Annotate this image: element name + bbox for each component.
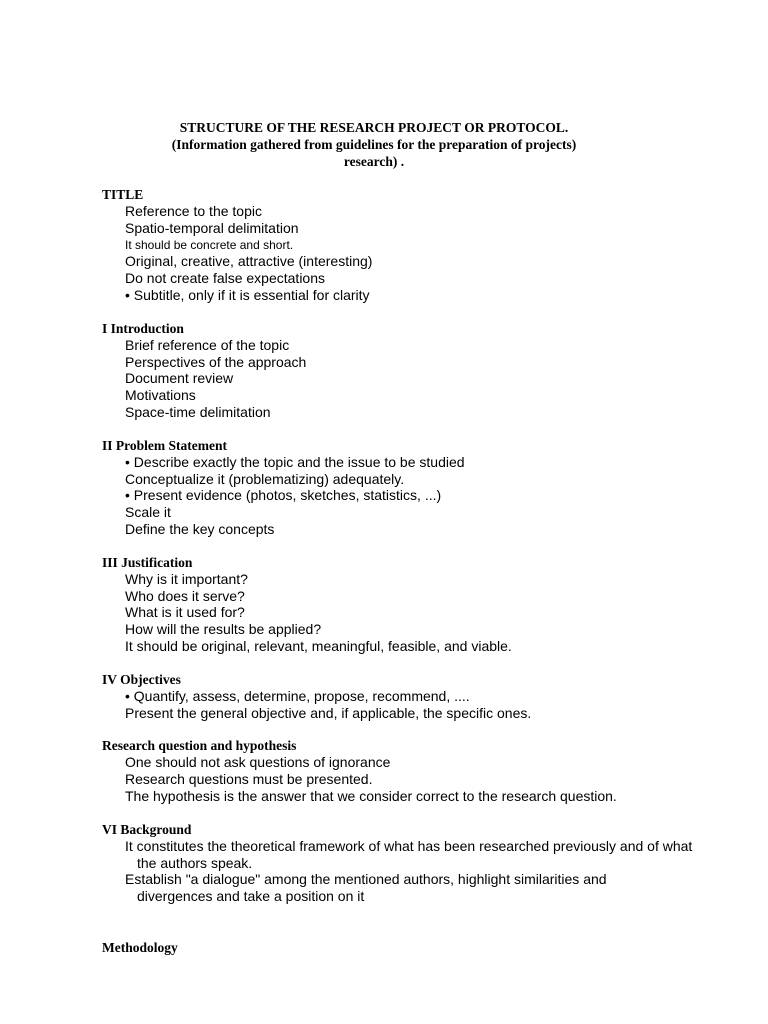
list-item: Perspectives of the approach bbox=[125, 353, 307, 370]
list-item: Space-time delimitation bbox=[125, 403, 271, 420]
list-item: How will the results be applied? bbox=[125, 621, 322, 638]
list-item: Who does it serve? bbox=[125, 587, 245, 604]
section-title bbox=[102, 186, 752, 304]
section-background bbox=[102, 821, 752, 905]
section-justification bbox=[102, 554, 752, 655]
document-title-block bbox=[0, 119, 748, 170]
list-item: Present the general objective and, if applicable, the specific ones. bbox=[125, 704, 532, 721]
list-item: Brief reference of the topic bbox=[125, 336, 290, 353]
list-item: • Describe exactly the topic and the issue to be studied bbox=[125, 453, 465, 470]
list-item: Do not create false expectations bbox=[125, 270, 326, 287]
list-item: Conceptualize it (problematizing) adequately. bbox=[125, 470, 405, 487]
list-item: It should be concrete and short. bbox=[125, 237, 294, 252]
document-subtitle-line1: (Information gathered from guidelines for the preparation of projects) bbox=[171, 137, 577, 152]
list-item bbox=[102, 871, 752, 905]
section-objectives bbox=[102, 671, 752, 722]
list-item: • Subtitle, only if it is essential for clarity bbox=[125, 286, 370, 303]
section-heading: IV Objectives bbox=[102, 671, 181, 687]
list-item: The hypothesis is the answer that we consider correct to the research question. bbox=[125, 787, 617, 804]
section-heading: TITLE bbox=[102, 187, 144, 202]
list-item bbox=[102, 838, 752, 872]
section-problem-statement bbox=[102, 437, 752, 538]
section-methodology bbox=[102, 939, 752, 956]
list-item-text: It constitutes the theoretical framework of what has been researched previously and of what bbox=[125, 837, 693, 854]
section-research-question bbox=[102, 737, 752, 804]
list-item: Research questions must be presented. bbox=[125, 771, 373, 788]
list-item: • Present evidence (photos, sketches, statistics, ...) bbox=[125, 487, 442, 504]
list-item-text: Establish "a dialogue" among the mentioned authors, highlight similarities and bbox=[125, 871, 607, 888]
section-heading: Methodology bbox=[102, 939, 178, 955]
list-item: Reference to the topic bbox=[125, 203, 262, 219]
document-title: STRUCTURE OF THE RESEARCH PROJECT OR PROTOCOL. bbox=[179, 120, 569, 135]
list-item-continuation: divergences and take a position on it bbox=[137, 888, 365, 905]
list-item: Why is it important? bbox=[125, 570, 248, 587]
list-item: Define the key concepts bbox=[125, 520, 275, 537]
list-item: What is it used for? bbox=[125, 604, 245, 621]
list-item: Motivations bbox=[125, 387, 196, 404]
section-heading: II Problem Statement bbox=[102, 437, 227, 453]
section-heading: Research question and hypothesis bbox=[102, 738, 297, 754]
section-heading: I Introduction bbox=[102, 320, 184, 336]
list-item-continuation: the authors speak. bbox=[137, 854, 253, 871]
list-item: Spatio-temporal delimitation bbox=[125, 219, 299, 236]
document-body bbox=[102, 186, 752, 956]
section-heading: VI Background bbox=[102, 821, 192, 837]
document-subtitle-line2: research) . bbox=[343, 154, 405, 169]
list-item: Document review bbox=[125, 370, 234, 387]
section-introduction bbox=[102, 320, 752, 421]
list-item: It should be original, relevant, meaningful, feasible, and viable. bbox=[125, 637, 512, 654]
list-item: • Quantify, assess, determine, propose, recommend, .... bbox=[125, 687, 470, 704]
list-item: Scale it bbox=[125, 504, 171, 521]
list-item: One should not ask questions of ignorance bbox=[125, 754, 391, 771]
section-heading: III Justification bbox=[102, 554, 193, 570]
list-item: Original, creative, attractive (interesting) bbox=[125, 253, 373, 270]
